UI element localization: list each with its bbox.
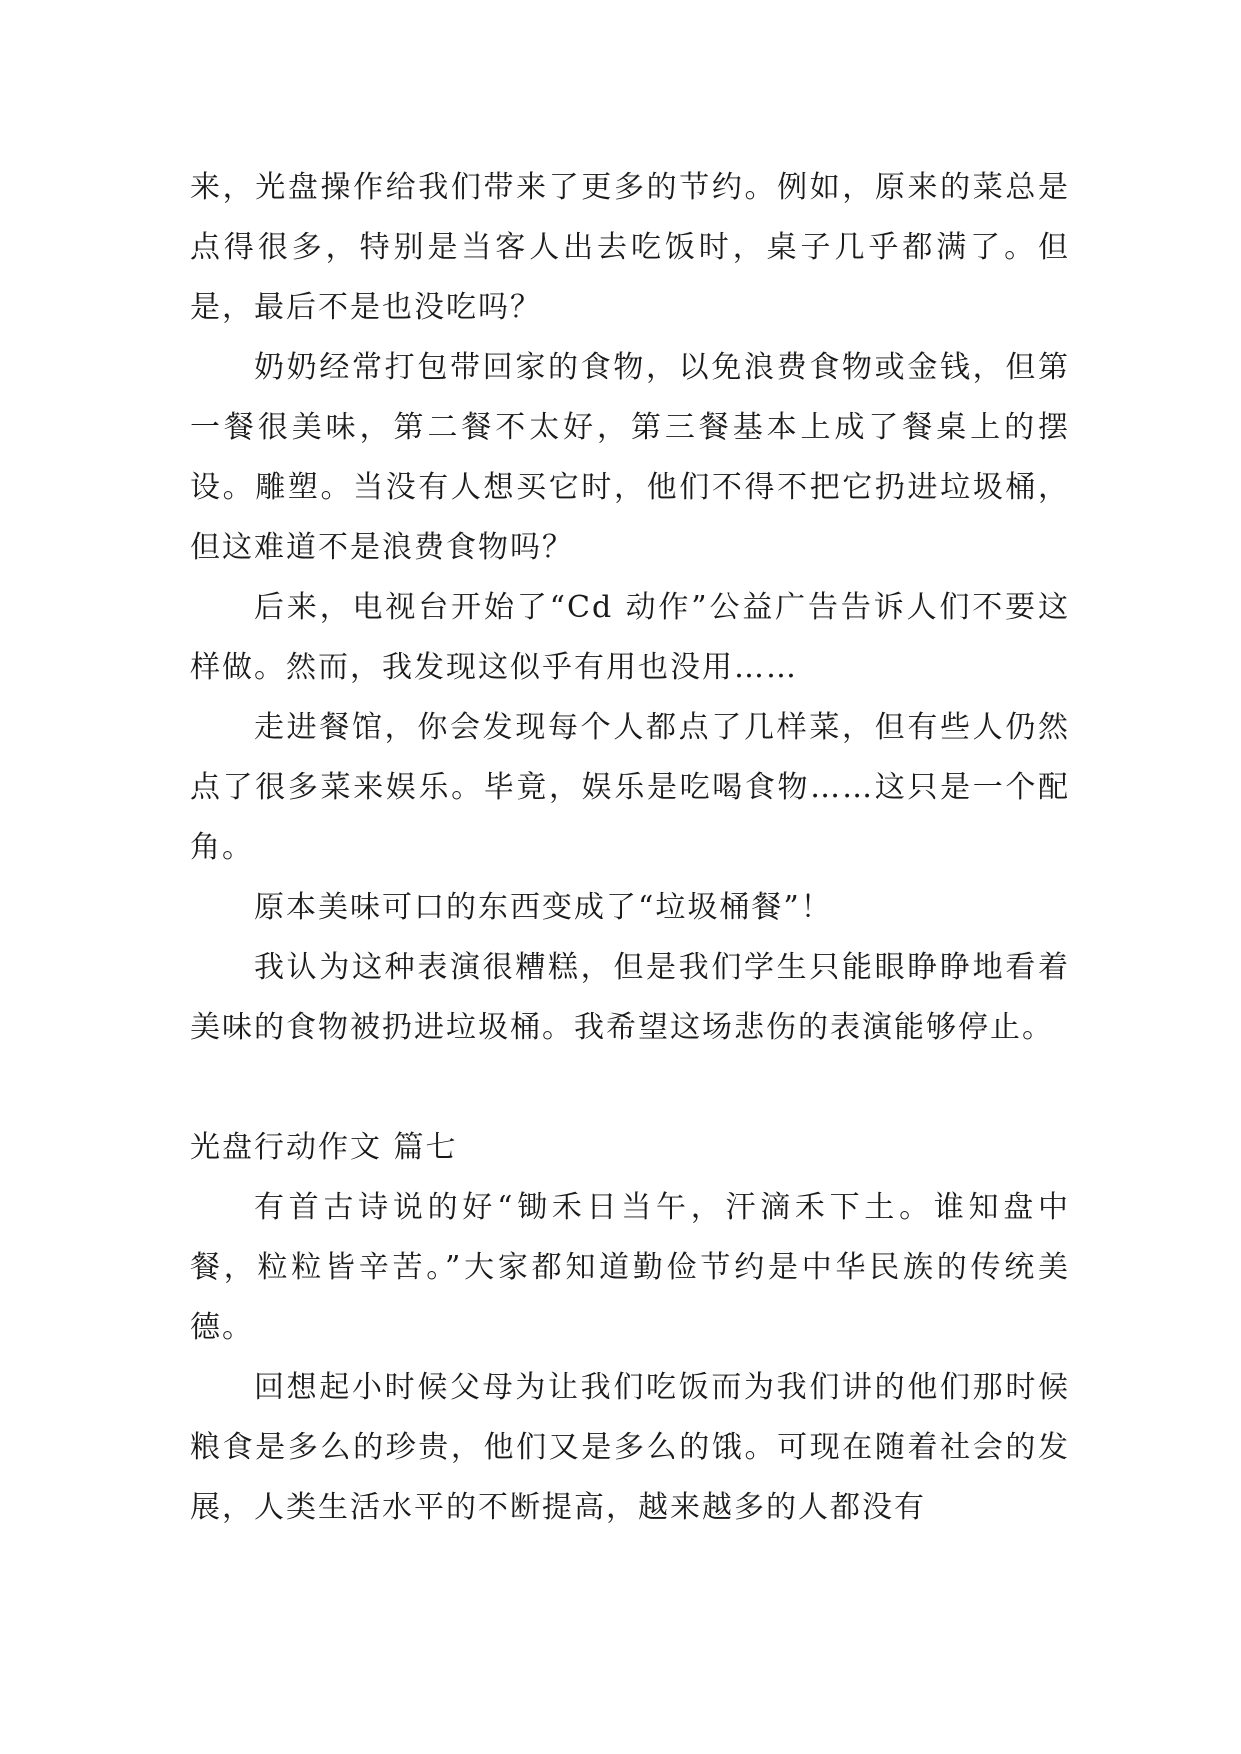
paragraph-7: 有首古诗说的好“锄禾日当午，汗滴禾下土。谁知盘中餐，粒粒皆辛苦。”大家都知道勤俭节约是中华民族的传统美德。 bbox=[190, 1190, 1070, 1345]
paragraph-1: 来，光盘操作给我们带来了更多的节约。例如，原来的菜总是点得很多，特别是当客人出去吃饭时，桌子几乎都满了。但是，最后不是也没吃吗？ bbox=[190, 170, 1070, 325]
document-body bbox=[190, 158, 1070, 1538]
paragraph-2: 奶奶经常打包带回家的食物，以免浪费食物或金钱，但第一餐很美味，第二餐不太好，第三餐基本上成了餐桌上的摆设。雕塑。当没有人想买它时，他们不得不把它扔进垃圾桶，但这难道不是浪费食物吗？ bbox=[190, 350, 1070, 565]
paragraph-3: 后来，电视台开始了“Cd 动作”公益广告告诉人们不要这样做。然而，我发现这似乎有用也没用…… bbox=[190, 590, 1070, 685]
paragraph-6: 我认为这种表演很糟糕，但是我们学生只能眼睁睁地看着美味的食物被扔进垃圾桶。我希望这场悲伤的表演能够停止。 bbox=[190, 950, 1070, 1045]
section-gap bbox=[190, 1058, 1070, 1118]
paragraph-4: 走进餐馆，你会发现每个人都点了几样菜，但有些人仍然点了很多菜来娱乐。毕竟，娱乐是吃喝食物……这只是一个配角。 bbox=[190, 710, 1070, 865]
section-heading: 光盘行动作文 篇七 bbox=[190, 1130, 458, 1165]
paragraph-5: 原本美味可口的东西变成了“垃圾桶餐”！ bbox=[254, 890, 833, 925]
paragraph-8: 回想起小时候父母为让我们吃饭而为我们讲的他们那时候粮食是多么的珍贵，他们又是多么的饿。可现在随着社会的发展，人类生活水平的不断提高，越来越多的人都没有 bbox=[190, 1370, 1070, 1525]
